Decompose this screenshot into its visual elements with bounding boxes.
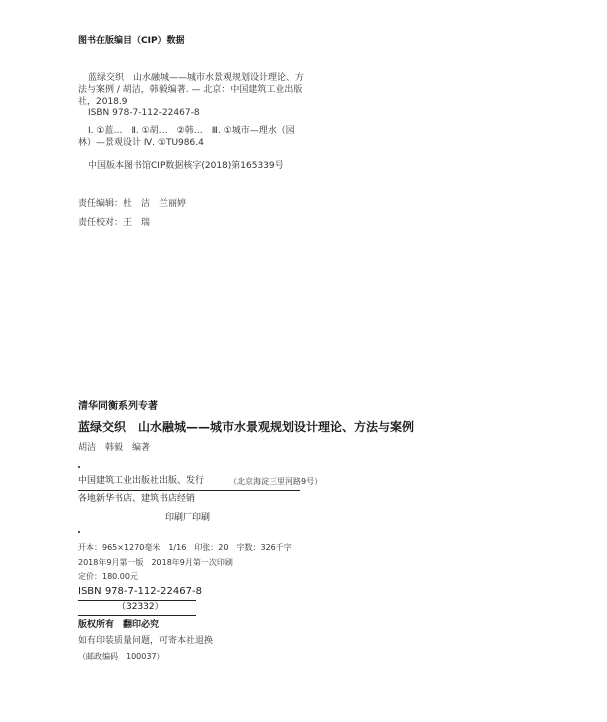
publisher: 中国建筑工业出版社出版、发行 (78, 476, 205, 486)
book-code: （32332） (117, 602, 164, 612)
colophon-isbn: ISBN 978-7-112-22467-8 (78, 586, 202, 597)
book-authors: 胡洁 韩毅 编著 (78, 443, 151, 453)
separator-dot (78, 466, 80, 468)
book-specs: 开本：965×1270毫米 1/16 印张：20 字数：326千字 (78, 543, 292, 552)
rights-notice: 版权所有 翻印必究 (78, 620, 160, 630)
cip-subjects-line: Ⅰ. ①蓝… Ⅱ. ①胡… ②韩… Ⅲ. ①城市—理水（园 (88, 126, 295, 136)
cip-record-line: 社，2018.9 (78, 97, 128, 107)
cip-heading: 图书在版编目（CIP）数据 (78, 36, 185, 46)
cip-isbn: ISBN 978-7-112-22467-8 (88, 108, 200, 118)
cip-data-number: 中国版本图书馆CIP数据核字(2018)第165339号 (88, 161, 284, 171)
book-title: 蓝绿交织 山水融城——城市水景观规划设计理论、方法与案例 (78, 420, 415, 434)
cip-record-line: 蓝绿交织 山水融城——城市水景观规划设计理论、方 (88, 73, 305, 83)
responsible-proofreader: 责任校对：王 瑞 (78, 218, 151, 228)
printer: 印刷厂印刷 (165, 513, 211, 523)
isbn-underline (78, 600, 196, 601)
series-name: 清华同衡系列专著 (78, 401, 158, 412)
code-underline (78, 615, 196, 616)
separator-dot (78, 531, 80, 533)
returns-notice: 如有印装质量问题，可寄本社退换 (78, 636, 214, 646)
postal-code: （邮政编码 100037） (78, 652, 165, 661)
divider-line (78, 490, 300, 491)
cip-subjects-line: 林）—景观设计 Ⅳ. ①TU986.4 (78, 138, 204, 148)
responsible-editor: 责任编辑：杜 洁 兰丽婷 (78, 199, 187, 209)
price: 定价：180.00元 (78, 572, 138, 581)
edition-info: 2018年9月第一版 2018年9月第一次印刷 (78, 558, 233, 567)
cip-record-line: 法与案例 / 胡洁，韩毅编著. — 北京：中国建筑工业出版 (78, 85, 303, 95)
publisher-address: （北京海淀三里河路9号） (229, 477, 323, 486)
distributor: 各地新华书店、建筑书店经销 (78, 494, 196, 504)
